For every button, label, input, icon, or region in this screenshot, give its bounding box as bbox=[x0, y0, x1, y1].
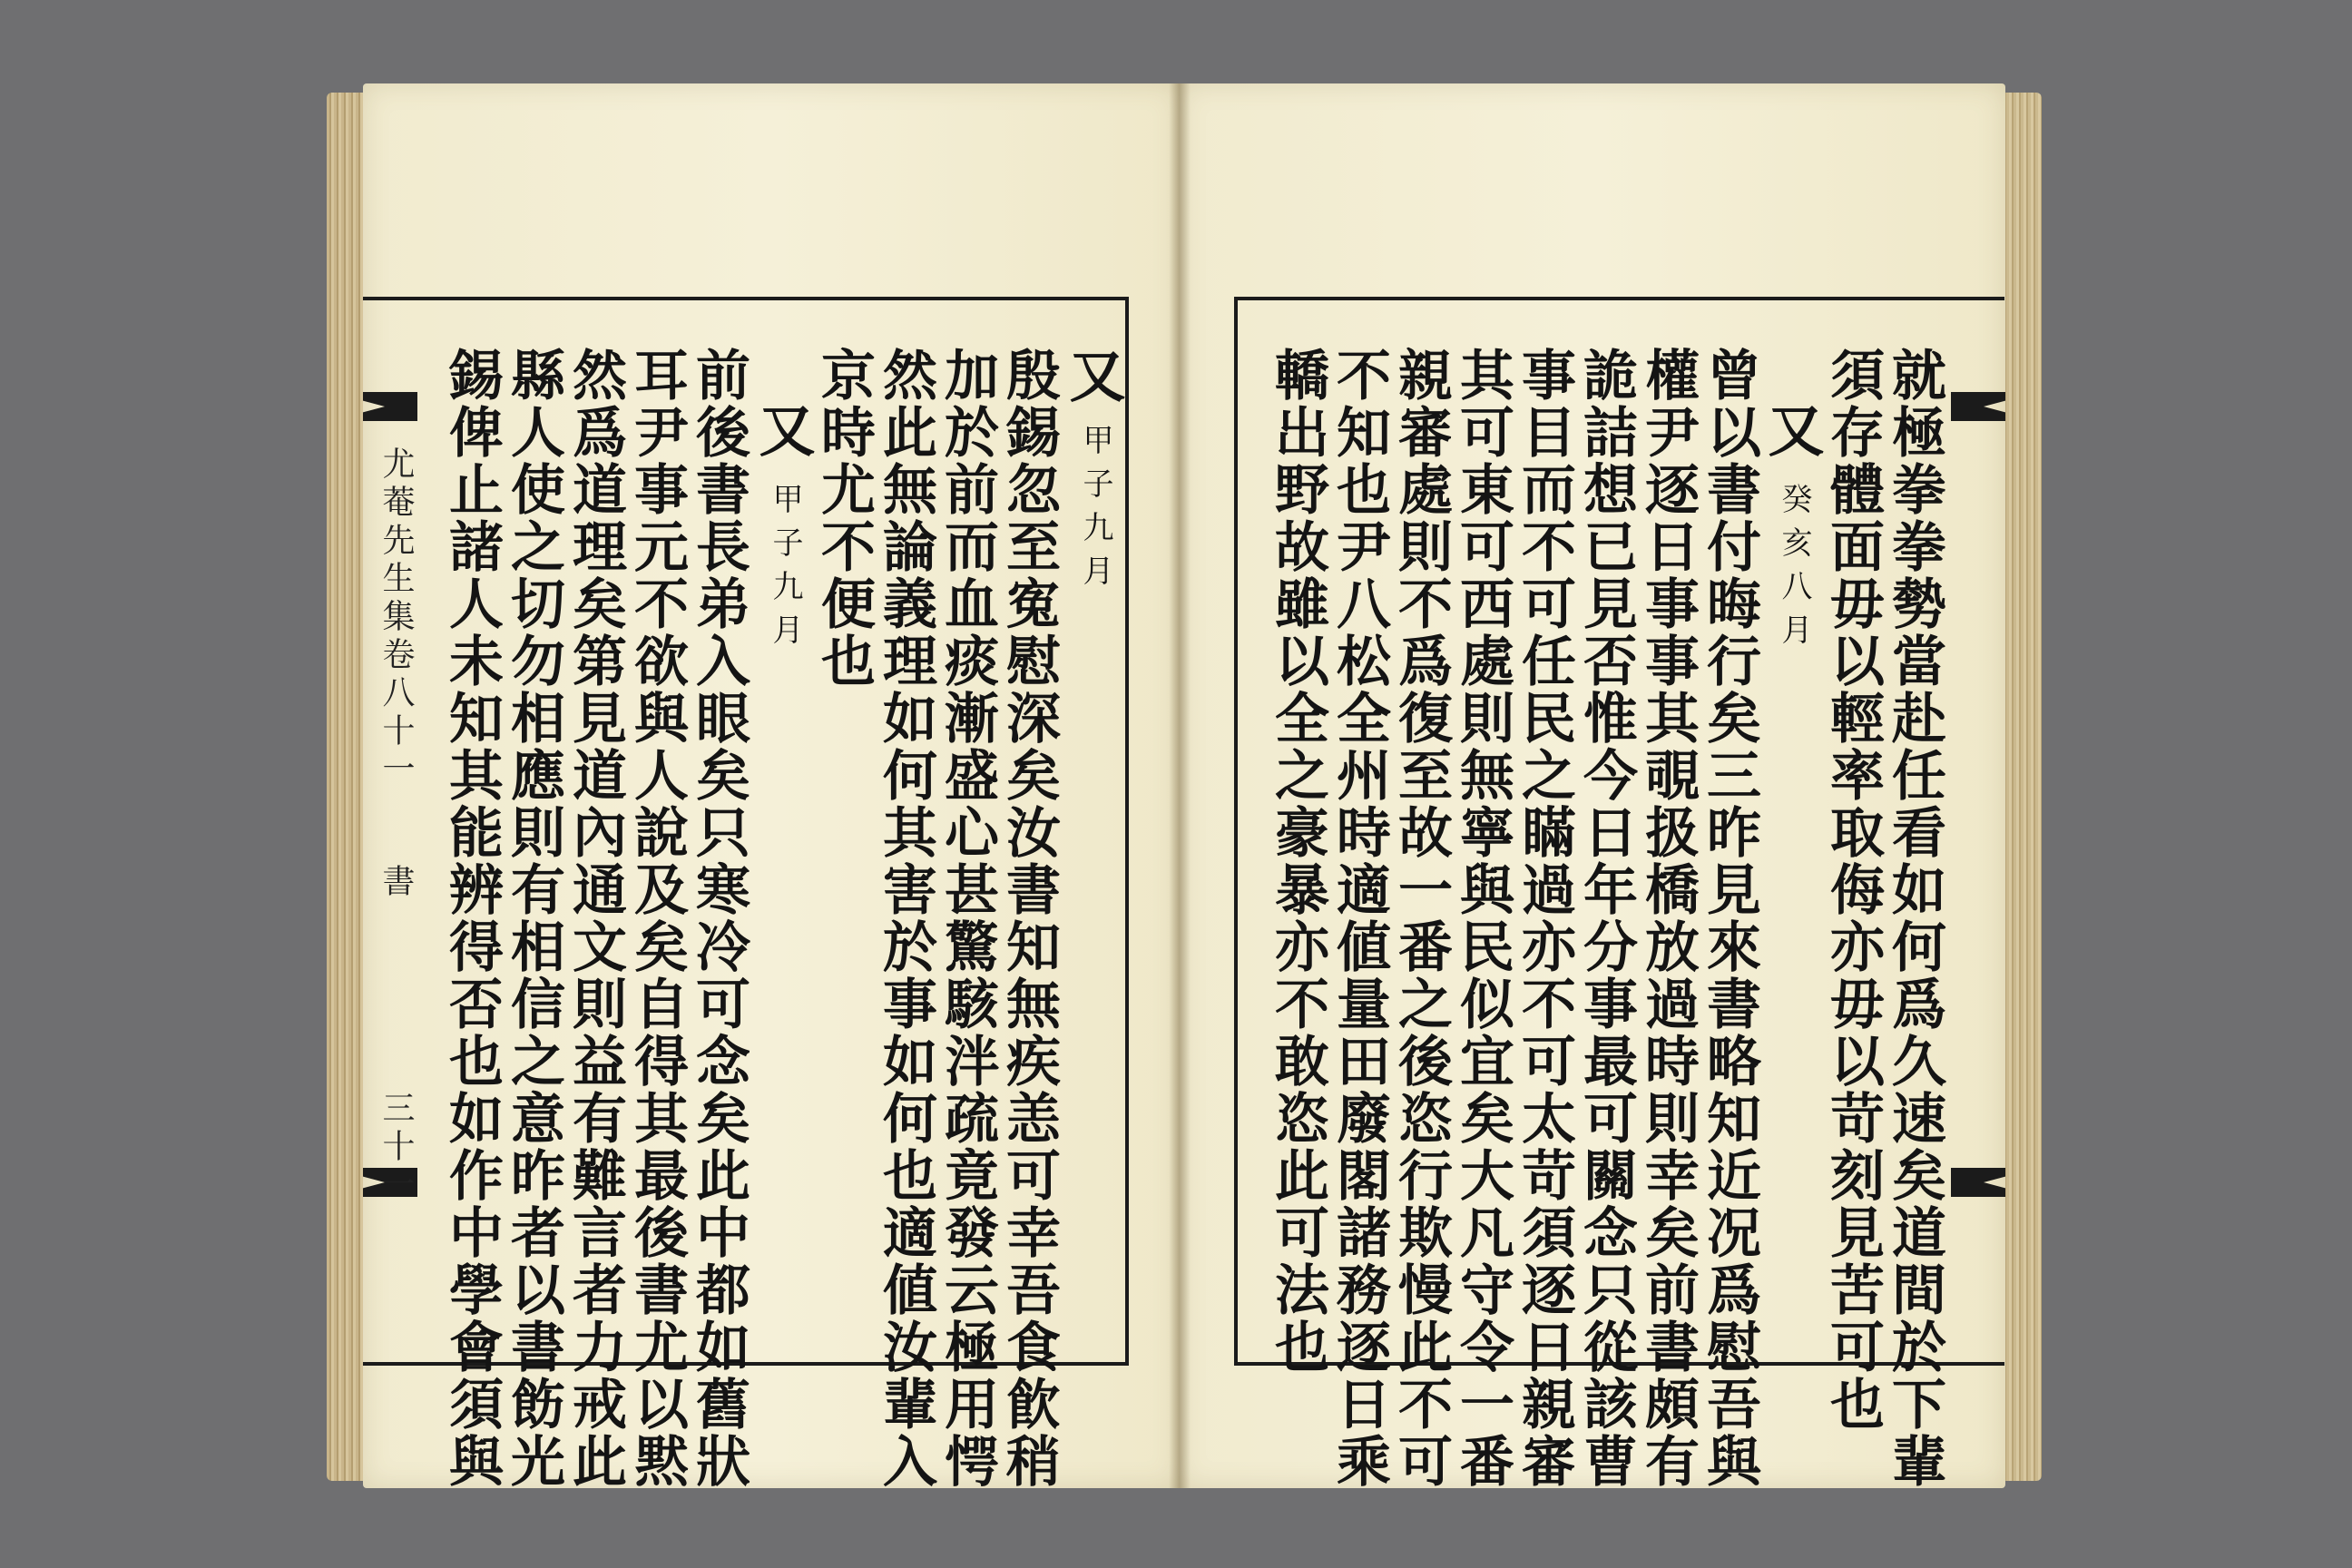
text-column: 須存體面毋以輕率取侮亦毋以苛刻見苦可也 bbox=[1821, 347, 1885, 1433]
open-book bbox=[327, 83, 2042, 1488]
text-column: 然此無論義理如何其害於事如何也適値汝輩入 bbox=[874, 347, 937, 1490]
col-heading-you-3: 又 bbox=[1759, 401, 1825, 460]
col-heading-you-1: 又 bbox=[1060, 347, 1126, 406]
text-column: 曾以書付晦行矣三昨見來書略知近况爲慰吾與 bbox=[1698, 347, 1761, 1490]
col-date-2: 甲子九月 bbox=[767, 483, 803, 657]
text-column: 耳尹事元不欲與人說及矣自得其最後書尤以黙 bbox=[625, 347, 689, 1490]
text-column: 詭詰想已見否惟今日年分事最可關念只從該曹 bbox=[1574, 347, 1638, 1490]
text-column: 親審處則不爲復至故一番之後恣行欺慢此不可 bbox=[1389, 347, 1453, 1490]
text-column: 事目而不可任民之瞞過亦不可太苛須逐日親審 bbox=[1513, 347, 1576, 1490]
text-column: 加於前而血痰漸盛心甚驚駭泮疏竟發云極用愕 bbox=[936, 347, 999, 1490]
text-column: 然爲道理矣第見道內通文則益有難言者力戒此 bbox=[564, 347, 627, 1490]
col-date-1: 甲子九月 bbox=[1077, 424, 1113, 598]
text-column: 縣人使之切勿相應則有相信之意昨者以書飭光 bbox=[502, 347, 565, 1490]
right-page bbox=[1180, 83, 2005, 1488]
text-column: 錫俾止諸人未知其能辨得否也如作中學會須與 bbox=[440, 347, 504, 1490]
text-column: 權尹逐日事事其覗扱橋放過時則幸矣前書頗有 bbox=[1636, 347, 1700, 1490]
text-column: 前後書長弟入眼矣只寒冷可念矣此中都如舊狀 bbox=[687, 347, 750, 1490]
text-column: 京時尤不便也 bbox=[812, 347, 876, 690]
text-column: 不知也尹八松全州時適値量田廢閣諸務逐日乘 bbox=[1328, 347, 1391, 1490]
col-date-3: 癸亥八月 bbox=[1776, 483, 1812, 657]
margin-title: 尤菴先生集卷八十一 bbox=[377, 446, 415, 789]
margin-section: 書 bbox=[377, 864, 415, 902]
left-page bbox=[363, 83, 1180, 1488]
text-column: 其可東可西處則無寧與民似宜矣大凡守令一番 bbox=[1451, 347, 1514, 1490]
text-column: 殷錫忽至寃慰深矣汝書知無疾恙可幸吾食飮稍 bbox=[997, 347, 1061, 1490]
text-column: 就極拳拳勢當赴任看如何爲久速矣道間於下輩 bbox=[1883, 347, 1946, 1490]
text-column: 轎出野故雖以全之豪暴亦不敢恣此可法也 bbox=[1266, 347, 1329, 1376]
book-gutter bbox=[1169, 83, 1191, 1488]
col-heading-you-2: 又 bbox=[750, 401, 816, 460]
margin-page-number: 三十一 bbox=[377, 1091, 415, 1205]
